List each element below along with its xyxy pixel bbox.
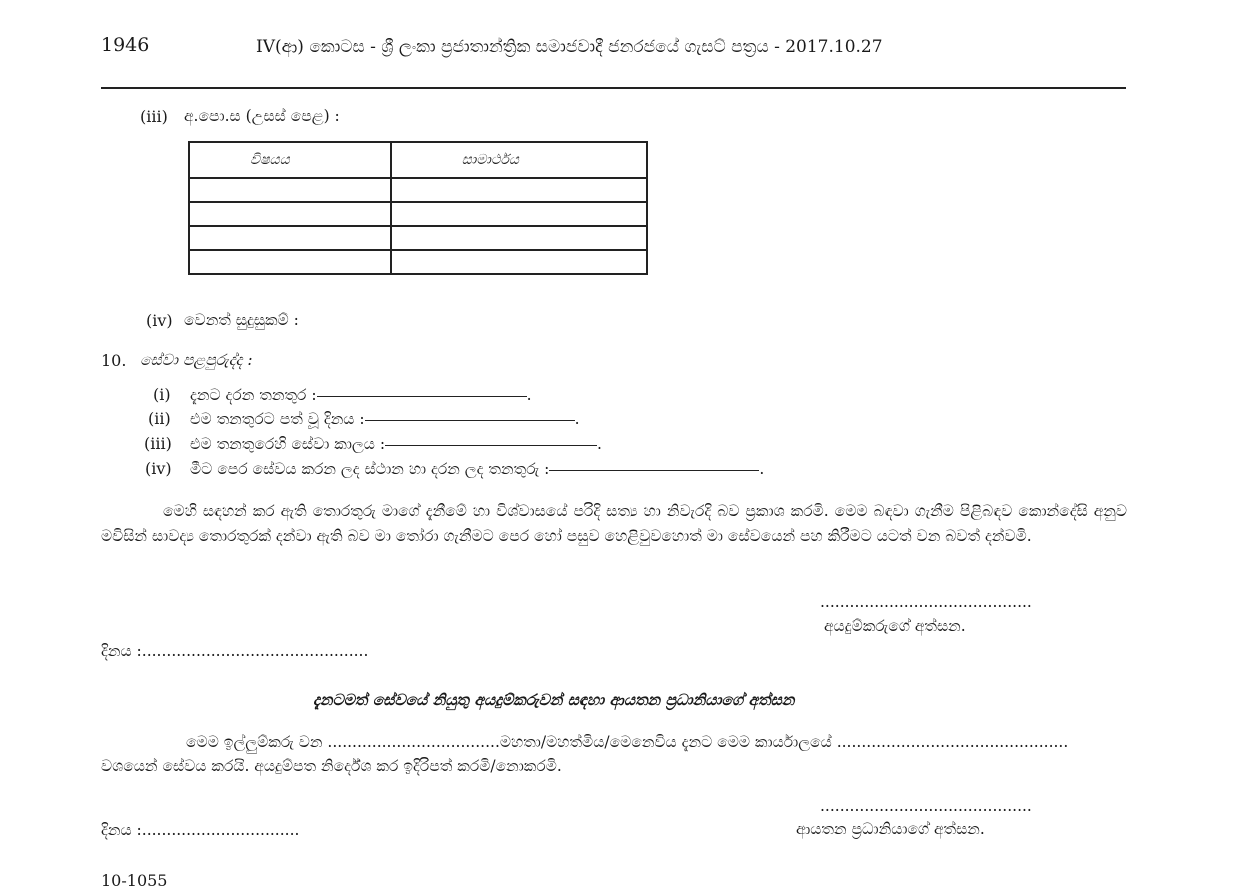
- experience-item-label: දැනට දරන තනතුර :: [190, 386, 317, 404]
- date-dots: ..............................................: [141, 642, 369, 660]
- applicant-signature-caption: අයදුම්කරුගේ අත්සන.: [824, 617, 966, 635]
- experience-item-number: (ii): [148, 409, 171, 428]
- table-cell: [189, 202, 391, 226]
- date-dots: ................................: [141, 821, 300, 839]
- line-end-period: .: [574, 410, 580, 428]
- experience-item-label: මීට පෙර සේවය කරන ලද ස්ථාන හා දරන ලද තනතුරු :: [190, 460, 550, 478]
- designation-dots: ...............................................: [836, 733, 1069, 751]
- item-10-number: 10.: [101, 351, 127, 370]
- date-label: දිනය :: [101, 821, 142, 839]
- table-row: [189, 226, 647, 250]
- table-header-row: [189, 142, 647, 178]
- head-date-line: [101, 821, 299, 840]
- table-cell: [189, 226, 391, 250]
- item-10-title: සේවා පළපුරුද්ද :: [140, 351, 253, 369]
- certification-text: මෙම ඉල්ලුම්කරු වන: [186, 733, 323, 751]
- fill-line: [365, 420, 575, 421]
- running-title: IV(ආ) කොටස - ශ්‍රී ලංකා ප්‍රජාතාන්ත්‍රික සමාජවාදී ජනරජයේ ගැසට් පත්‍රය - 2017.10.27: [256, 37, 883, 57]
- experience-item-current-post: [190, 386, 532, 405]
- certification-title: දැනටමත් සේවයේ නියුතු අයදුම්කරුවන් සඳහා ආයතන ප්‍රධානියාගේ අත්සන: [313, 690, 795, 709]
- certification-text: මහතා/මහත්මිය/මෙනෙවිය දැනට මෙම කාර්යාලයේ: [499, 733, 832, 751]
- table-header-grade: සාමාර්ථය: [391, 142, 647, 178]
- declaration-text: මෙහි සඳහන් කර ඇති තොරතුරු මාගේ දැනීමේ හා විශ්වාසයේ පරිදි සත්‍ය හා නිවැරදි බව ප්‍රකාශ කරමි. මෙම බඳවා ගැනීම පිළිබඳව කොන්දේසි අනුව මවිසින් සාවද්‍ය තොරතුරක් දන්වා ඇති බව මා තෝරා ගැනීමට පෙර හෝ පසුව හෙළිවුවහොත් මා සේවයෙන් පහ කිරීමට යටත් වන බවත් දන්වමි.: [101, 502, 1127, 545]
- table-cell: [391, 250, 647, 274]
- line-end-period: .: [597, 435, 602, 453]
- section-iii-number: (iii): [140, 107, 168, 126]
- head-signature-dots: ...........................................: [820, 797, 1032, 815]
- head-signature-caption: ආයතන ප්‍රධානියාගේ අත්සන.: [796, 820, 985, 838]
- fill-line: [549, 470, 759, 471]
- line-end-period: .: [526, 386, 532, 404]
- table-cell: [391, 202, 647, 226]
- experience-item-appointment-date: [190, 410, 580, 429]
- experience-item-previous-posts: [190, 460, 764, 479]
- fill-line: [385, 445, 597, 446]
- date-label: දිනය :: [101, 642, 142, 660]
- certification-line-2: වශයෙන් සේවය කරයි. අයදුම්පත නිර්දේශ කර ඉදිරිපත් කරමි/නොකරමි.: [101, 757, 562, 775]
- applicant-name-dots: ...................................: [327, 733, 500, 751]
- table-row: [189, 250, 647, 274]
- experience-item-number: (iv): [145, 459, 172, 478]
- table-header-subject: විෂයය: [189, 142, 391, 178]
- table-cell: [391, 178, 647, 202]
- section-iv-label: වෙනත් සුදුසුකම් :: [184, 311, 299, 329]
- experience-item-service-period: [190, 435, 602, 454]
- experience-item-label: එම තනතුරට පත් වූ දිනය :: [190, 410, 365, 428]
- table-row: [189, 202, 647, 226]
- section-iii-label: අ.පො.ස (උසස් පෙළ) :: [184, 107, 340, 125]
- section-iv-number: (iv): [146, 311, 173, 330]
- applicant-signature-dots: ...........................................: [820, 593, 1032, 611]
- footer-code: 10-1055: [101, 871, 168, 890]
- page-number: 1946: [101, 34, 150, 56]
- experience-item-number: (i): [153, 385, 171, 404]
- table-row: [189, 178, 647, 202]
- applicant-date-line: [101, 642, 368, 661]
- table-cell: [189, 250, 391, 274]
- header-rule: [101, 87, 1126, 89]
- results-table: [188, 141, 648, 275]
- certification-line-1: [186, 733, 1068, 752]
- line-end-period: .: [759, 460, 765, 478]
- experience-item-number: (iii): [144, 434, 172, 453]
- declaration-paragraph: [101, 499, 1127, 549]
- table-cell: [391, 226, 647, 250]
- table-cell: [189, 178, 391, 202]
- fill-line: [317, 396, 527, 397]
- experience-item-label: එම තනතුරෙහි සේවා කාලය :: [190, 435, 386, 453]
